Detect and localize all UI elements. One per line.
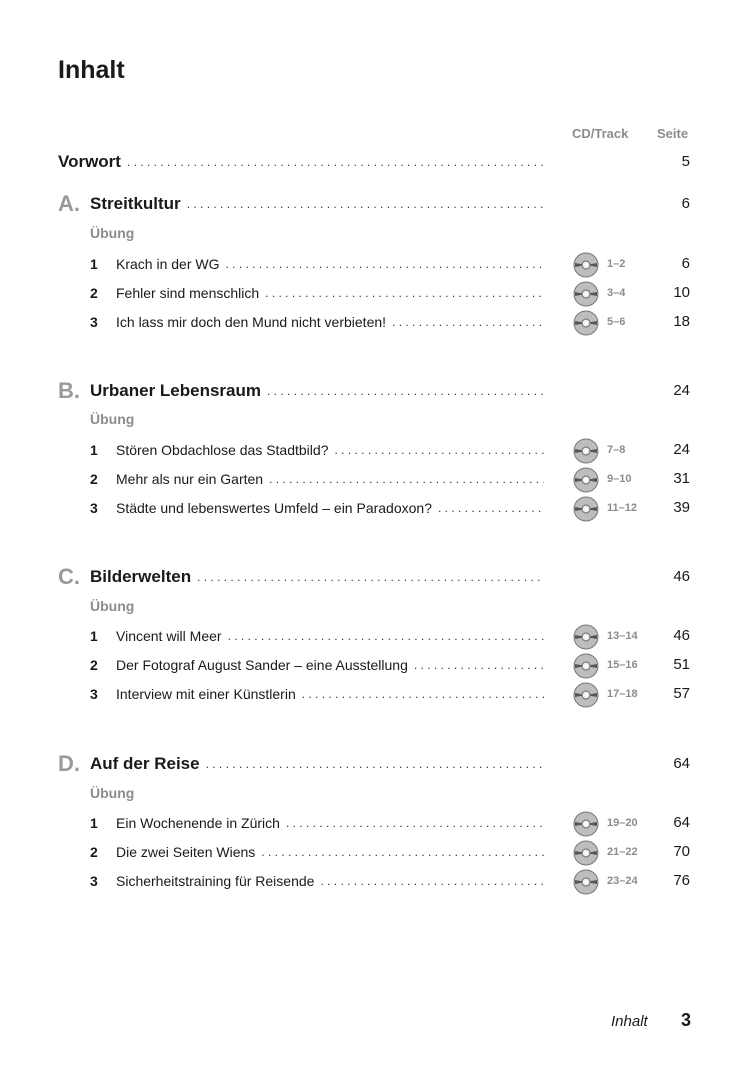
cd-track: 21–22 bbox=[607, 846, 638, 858]
cd-disc-icon bbox=[573, 624, 599, 650]
exercise-title: Ein Wochenende in Zürich bbox=[116, 815, 280, 831]
page-number: 31 bbox=[673, 470, 690, 487]
cd-track: 11–12 bbox=[607, 502, 637, 514]
section-title: Streitkultur bbox=[90, 194, 181, 213]
page-number: 46 bbox=[673, 568, 690, 585]
page-title: Inhalt bbox=[58, 56, 125, 84]
leader-dots bbox=[265, 286, 544, 300]
leader-dots bbox=[438, 501, 544, 515]
exercise-number: 1 bbox=[90, 256, 98, 272]
exercise-title: Stören Obdachlose das Stadtbild? bbox=[116, 442, 329, 458]
toc-section-a[interactable] bbox=[58, 192, 690, 216]
leader-dots bbox=[267, 384, 544, 398]
cd-track: 9–10 bbox=[607, 473, 632, 485]
cd-track: 23–24 bbox=[607, 875, 638, 887]
toc-section-b[interactable] bbox=[58, 379, 690, 403]
cd-disc-icon bbox=[573, 496, 599, 522]
section-title: Urbaner Lebensraum bbox=[90, 381, 261, 400]
page-number: 64 bbox=[673, 814, 690, 831]
cd-disc-icon bbox=[573, 840, 599, 866]
section-letter: D. bbox=[58, 752, 80, 776]
page-number: 57 bbox=[673, 685, 690, 702]
leader-dots bbox=[127, 155, 544, 169]
exercise-number: 3 bbox=[90, 873, 98, 889]
cd-disc-icon bbox=[573, 653, 599, 679]
leader-dots bbox=[392, 315, 544, 329]
leader-dots bbox=[206, 757, 544, 771]
cd-disc-icon bbox=[573, 682, 599, 708]
leader-dots bbox=[187, 197, 544, 211]
cd-track: 15–16 bbox=[607, 659, 638, 671]
uebung-label: Übung bbox=[90, 785, 135, 801]
page-number: 18 bbox=[673, 313, 690, 330]
toc-exercise[interactable] bbox=[58, 682, 690, 706]
exercise-number: 2 bbox=[90, 657, 98, 673]
footer-page-number: 3 bbox=[681, 1010, 692, 1030]
vorwort-label: Vorwort bbox=[58, 152, 121, 171]
leader-dots bbox=[334, 443, 544, 457]
exercise-number: 2 bbox=[90, 471, 98, 487]
toc-exercise[interactable] bbox=[58, 624, 690, 648]
cd-track: 1–2 bbox=[607, 258, 626, 270]
leader-dots bbox=[228, 629, 544, 643]
page-number: 24 bbox=[673, 441, 690, 458]
cd-disc-icon bbox=[573, 811, 599, 837]
exercise-title: Mehr als nur ein Garten bbox=[116, 471, 264, 487]
toc-exercise[interactable] bbox=[58, 653, 690, 677]
cd-track: 13–14 bbox=[607, 630, 638, 642]
section-title: Auf der Reise bbox=[90, 754, 200, 773]
exercise-number: 3 bbox=[90, 314, 98, 330]
exercise-number: 2 bbox=[90, 285, 98, 301]
exercise-title: Die zwei Seiten Wiens bbox=[116, 844, 256, 860]
leader-dots bbox=[225, 257, 544, 271]
leader-dots bbox=[197, 570, 544, 584]
exercise-number: 1 bbox=[90, 442, 98, 458]
toc-exercise[interactable] bbox=[58, 840, 690, 864]
cd-track: 3–4 bbox=[607, 287, 626, 299]
page-number: 6 bbox=[681, 255, 690, 272]
exercise-title: Der Fotograf August Sander – eine Ausstellung bbox=[116, 657, 408, 673]
exercise-title: Fehler sind menschlich bbox=[116, 285, 260, 301]
leader-dots bbox=[269, 472, 544, 486]
cd-disc-icon bbox=[573, 467, 599, 493]
exercise-title: Städte und lebenswertes Umfeld – ein Paradoxon? bbox=[116, 500, 432, 516]
page-number: 24 bbox=[673, 382, 690, 399]
page-number: 39 bbox=[673, 499, 690, 516]
exercise-number: 2 bbox=[90, 844, 98, 860]
page-number: 10 bbox=[673, 284, 690, 301]
cd-disc-icon bbox=[573, 310, 599, 336]
toc-section-d[interactable] bbox=[58, 752, 690, 776]
cd-disc-icon bbox=[573, 869, 599, 895]
toc-exercise[interactable] bbox=[58, 310, 690, 334]
leader-dots bbox=[414, 658, 544, 672]
exercise-title: Sicherheitstraining für Reisende bbox=[116, 873, 315, 889]
uebung-label: Übung bbox=[90, 411, 135, 427]
cd-track: 5–6 bbox=[607, 316, 626, 328]
cd-track: 7–8 bbox=[607, 444, 626, 456]
cd-disc-icon bbox=[573, 281, 599, 307]
footer-label: Inhalt bbox=[611, 1013, 648, 1030]
exercise-title: Vincent will Meer bbox=[116, 628, 222, 644]
toc-exercise[interactable] bbox=[58, 252, 690, 276]
section-title: Bilderwelten bbox=[90, 567, 192, 586]
toc-exercise[interactable] bbox=[58, 467, 690, 491]
page-number: 64 bbox=[673, 755, 690, 772]
toc-exercise[interactable] bbox=[58, 438, 690, 462]
toc-exercise[interactable] bbox=[58, 496, 690, 520]
section-letter: A. bbox=[58, 192, 80, 216]
page-number: 5 bbox=[681, 153, 690, 170]
page-number: 6 bbox=[681, 195, 690, 212]
toc-entry-vorwort[interactable] bbox=[58, 150, 690, 174]
leader-dots bbox=[286, 816, 544, 830]
page-number: 46 bbox=[673, 627, 690, 644]
page-number: 51 bbox=[673, 656, 690, 673]
uebung-label: Übung bbox=[90, 598, 135, 614]
section-letter: C. bbox=[58, 565, 80, 589]
leader-dots bbox=[302, 687, 544, 701]
column-header-cd-track: CD/Track bbox=[572, 126, 629, 141]
toc-exercise[interactable] bbox=[58, 281, 690, 305]
exercise-number: 3 bbox=[90, 500, 98, 516]
section-letter: B. bbox=[58, 379, 80, 403]
cd-disc-icon bbox=[573, 252, 599, 278]
column-header-seite: Seite bbox=[657, 126, 689, 141]
toc-exercise[interactable] bbox=[58, 811, 690, 835]
page-number: 70 bbox=[673, 843, 690, 860]
cd-track: 17–18 bbox=[607, 688, 638, 700]
exercise-title: Interview mit einer Künstlerin bbox=[116, 686, 296, 702]
exercise-number: 1 bbox=[90, 815, 98, 831]
leader-dots bbox=[261, 845, 544, 859]
cd-track: 19–20 bbox=[607, 817, 638, 829]
exercise-title: Ich lass mir doch den Mund nicht verbieten! bbox=[116, 314, 387, 330]
toc-exercise[interactable] bbox=[58, 869, 690, 893]
exercise-title: Krach in der WG bbox=[116, 256, 220, 272]
exercise-number: 1 bbox=[90, 628, 98, 644]
exercise-number: 3 bbox=[90, 686, 98, 702]
uebung-label: Übung bbox=[90, 225, 135, 241]
page-number: 76 bbox=[673, 872, 690, 889]
leader-dots bbox=[320, 874, 544, 888]
toc-section-c[interactable] bbox=[58, 565, 690, 589]
cd-disc-icon bbox=[573, 438, 599, 464]
